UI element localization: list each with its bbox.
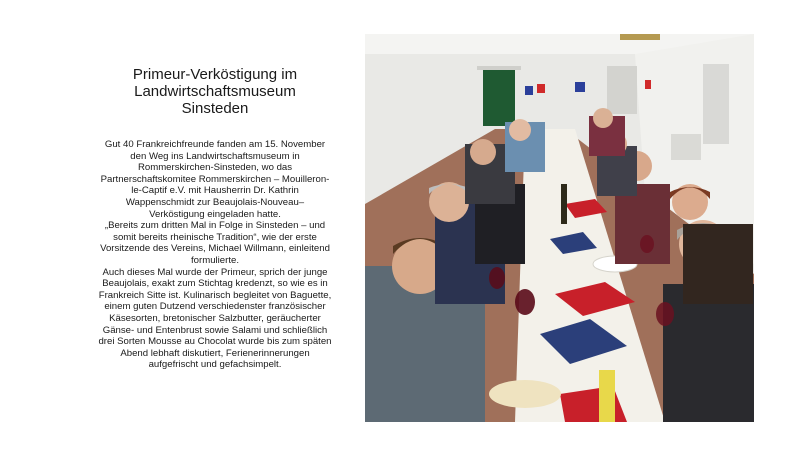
body-line: somit bereits rheinische Tradition“, wie der erste — [113, 231, 317, 243]
body-line: Frankreich Sitte ist. Kulinarisch begleitet von Baguette, — [98, 289, 332, 301]
wine-bottle — [561, 184, 567, 224]
flag-red — [537, 84, 545, 93]
body-line: „Bereits zum dritten Mal in Folge in Sinsteden – und — [104, 220, 326, 232]
body-line: Wappenschmidt zur Beaujolais-Nouveau– — [125, 196, 305, 208]
flag-france — [575, 82, 585, 92]
door-frame — [477, 66, 521, 70]
event-photo-illustration — [365, 34, 754, 422]
body-line: aufgefrischt und gefachsimpelt. — [148, 359, 282, 371]
back-window — [607, 66, 637, 114]
body-line: Rommerskirchen-Sinsteden, wo das — [137, 162, 293, 174]
body-line: Gänse- und Entenbrust sowie Salami und schließlich — [102, 324, 328, 336]
body-line: Auch dieses Mal wurde der Primeur, sprich der junge — [102, 266, 328, 278]
body-line: Verköstigung eingeladen hatte. — [149, 208, 281, 220]
flag-blue — [525, 86, 533, 95]
champagne-bottle — [599, 370, 615, 422]
body-line: drei Sorten Mousse au Chocolat wurde bis zum späten — [98, 336, 332, 348]
body-line: den Weg ins Landwirtschaftsmuseum in — [130, 150, 300, 162]
body-line: Käsesorten, bretonischer Salzbutter, geräucherter — [109, 312, 321, 324]
article-body — [70, 139, 360, 371]
title-line: Landwirtschaftsmuseum — [134, 83, 296, 100]
wall-panel — [703, 64, 729, 144]
article-text-column — [70, 66, 360, 371]
flag-red-right — [645, 80, 651, 89]
body-line: Beaujolais, exakt zum Stichtag kredenzt, so wie es in — [102, 278, 328, 290]
radiator — [671, 134, 701, 160]
body-line: Gut 40 Frankreichfreunde fanden am 15. November — [104, 139, 326, 150]
title-line: Primeur-Verköstigung im — [132, 66, 298, 83]
body-line: Vorsitzende des Vereins, Michael Willmann, einleitend — [100, 243, 330, 255]
article-title — [70, 66, 360, 117]
ceiling-beam — [620, 34, 660, 40]
body-line: Partnerschaftskomitee Rommerskirchen – Mouilleron- — [100, 173, 330, 185]
event-photo — [365, 34, 754, 422]
back-door — [483, 70, 515, 126]
title-line: Sinsteden — [181, 100, 249, 117]
body-line: le-Captif e.V. mit Hausherrin Dr. Kathrin — [131, 185, 299, 197]
body-line: Abend lebhaft diskutiert, Ferienerinnerungen — [120, 347, 310, 359]
body-line: einem guten Dutzend verschiedenster französischer — [104, 301, 326, 313]
body-line: formulierte. — [191, 254, 239, 266]
cheese-board — [489, 380, 561, 408]
